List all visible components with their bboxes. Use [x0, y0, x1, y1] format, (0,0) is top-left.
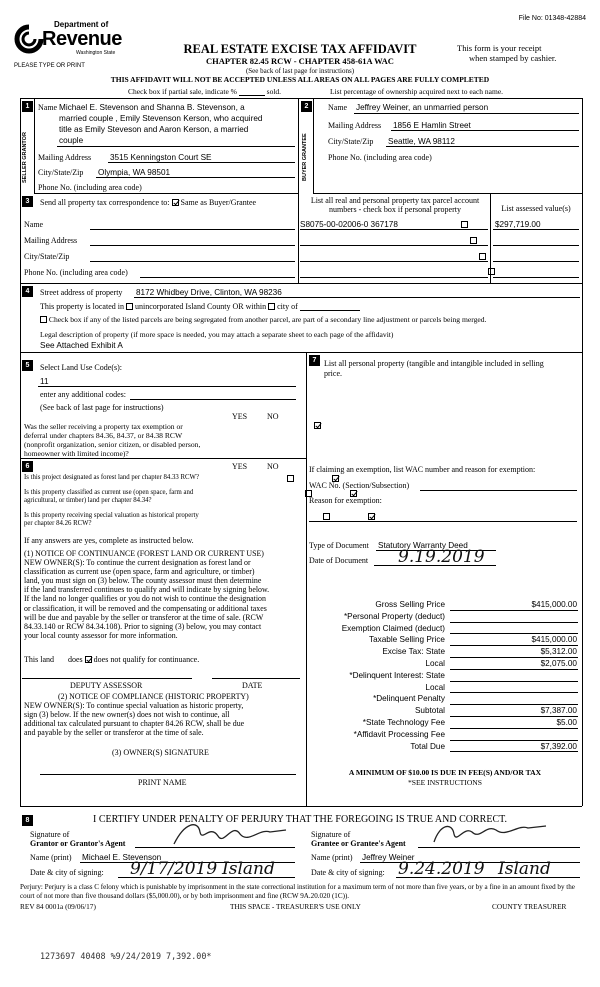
warning-line: THIS AFFIDAVIT WILL NOT BE ACCEPTED UNLESS ALL AREAS ON ALL PAGES ARE FULLY COMPLETED: [110, 75, 490, 84]
seller-name-line-4[interactable]: couple: [59, 136, 84, 145]
fee-underline: [450, 704, 578, 705]
buyer-name-label: Name: [328, 103, 348, 112]
notice-continuance-5: if the land transferred continues to qualify and will indicate by signing below.: [24, 585, 270, 595]
notice-compliance-4: additional tax calculated pursuant to chapter 84.26 RCW, shall be due: [24, 719, 245, 729]
segregation-line: Check box if any of the listed parcels are being segregated from another parcel, are part of a secondary line adjustment or parcels being merged.: [40, 316, 487, 325]
chapter-line: CHAPTER 82.45 RCW - CHAPTER 458-61A WAC: [206, 56, 394, 66]
land-use-see-back: (See back of last page for instructions): [40, 403, 164, 412]
fee-label: Local: [425, 682, 445, 692]
seller-name-line-2[interactable]: married couple , Emily Stevenson Kerson, who acquired: [59, 114, 263, 123]
parcel-header-1: List all real and personal property tax parcel account: [310, 196, 480, 205]
see-instructions-note: *SEE INSTRUCTIONS: [407, 778, 483, 787]
within-city-checkbox[interactable]: [268, 303, 275, 310]
exemption-question-2: deferral under chapters 84.36, 84.37, or 84.38 RCW: [24, 431, 183, 440]
segregation-checkbox[interactable]: [40, 316, 47, 323]
section-8-number: 8: [22, 815, 33, 826]
grantee-date-field[interactable]: 9.24.2019: [398, 859, 485, 879]
deputy-assessor-label: DEPUTY ASSESSOR: [70, 681, 143, 690]
notice-compliance-3: sign (3) below. If the new owner(s) does not wish to continue, all: [24, 710, 230, 720]
buyer-grantee-label: BUYER GRANTEE: [302, 133, 308, 182]
forest-land-question: Is this project designated as forest land per chapter 84.33 RCW?: [24, 474, 199, 481]
fee-value[interactable]: $7,392.00: [540, 741, 577, 751]
fee-value[interactable]: $415,000.00: [531, 600, 577, 609]
grantee-date-label: Date & city of signing:: [311, 868, 385, 877]
fee-value[interactable]: $5.00: [556, 718, 577, 727]
exemption-question-1: Was the seller receiving a property tax exemption or: [24, 422, 183, 431]
agency-line3: Washington State: [76, 50, 116, 56]
s6-yes-header: YES: [232, 462, 248, 471]
notice-compliance-5: and payable by the seller or transferor at the time of sale.: [24, 728, 204, 738]
historic-question-2: per chapter 84.26 RCW?: [24, 520, 92, 527]
cashier-stamp: 1273697 40408 %9/24/2019 7,392.00*: [40, 951, 212, 961]
s5-no-header: NO: [267, 412, 279, 421]
historic-question-1: Is this property receiving special valuation as historical property: [24, 512, 199, 519]
grantor-date-field[interactable]: 9/17/2019: [130, 859, 218, 879]
buyer-city-label: City/State/Zip: [328, 137, 374, 146]
grantor-sig-label: Signature of: [30, 830, 70, 839]
wac-label: WAC No. (Section/Subsection): [309, 481, 410, 490]
exemption-reason-label: Reason for exemption:: [309, 496, 382, 505]
doc-type-label: Type of Document: [309, 541, 369, 550]
seller-mail-label: Mailing Address: [38, 153, 92, 162]
section-6-number: 6: [22, 461, 33, 472]
exemption-claim-label: If claiming an exemption, list WAC number and reason for exemption:: [309, 465, 536, 474]
fee-underline: [450, 716, 578, 717]
same-as-buyer-checkbox[interactable]: [172, 199, 179, 206]
fee-label: Taxable Selling Price: [368, 635, 445, 645]
fee-label: Total Due: [410, 741, 445, 751]
fee-underline: [450, 728, 578, 729]
ownership-note: List percentage of ownership acquired next to each name.: [330, 87, 504, 96]
corr-name-label: Name: [24, 220, 44, 229]
fee-underline: [450, 645, 578, 646]
assessed-header: List assessed value(s): [501, 204, 571, 213]
seller-name-line-3[interactable]: title as Emily Steveson and Aaron Kerson, a married: [59, 125, 249, 134]
fee-value[interactable]: $7,387.00: [540, 706, 577, 716]
print-note: PLEASE TYPE OR PRINT: [14, 63, 85, 69]
grantee-signature[interactable]: [430, 818, 550, 850]
seller-grantor-label: SELLER GRANTOR: [22, 132, 28, 183]
exemption-question-4: homeowner with limited income)?: [24, 449, 129, 458]
property-location-line: This property is located in unincorporated Island County OR within city of: [40, 302, 360, 311]
personal-property-checkbox-1[interactable]: [461, 221, 468, 228]
certification-statement: I CERTIFY UNDER PENALTY OF PERJURY THAT THE FOREGOING IS TRUE AND CORRECT.: [93, 814, 507, 825]
parcel-header-2: numbers - check box if personal property: [329, 205, 461, 215]
grantor-date-label: Date & city of signing:: [30, 868, 104, 877]
owner-signature-label: (3) OWNER(S) SIGNATURE: [112, 748, 209, 757]
fee-underline: [450, 669, 578, 670]
historic-yes-checkbox[interactable]: [323, 513, 330, 520]
exemption-yes-checkbox[interactable]: [272, 422, 279, 429]
notice-continuance-9: 84.33.140 or RCW 84.34.108). Prior to signing (3) below, you may contact: [24, 621, 262, 631]
county-treasurer-label: COUNTY TREASURER: [492, 902, 567, 911]
fee-underline: [450, 657, 578, 658]
print-name-label: PRINT NAME: [138, 778, 187, 787]
grantor-city-field[interactable]: Island: [222, 859, 275, 879]
notice-continuance-6: If the land no longer qualifies or you do not wish to continue the designation: [24, 594, 266, 604]
notice-continuance-3: classification as current use (open space, farm and agriculture, or timber): [24, 567, 255, 577]
continuance-line: This land does does not qualify for continuance.: [24, 655, 200, 664]
grantor-agent-label: Grantor or Grantor's Agent: [30, 839, 126, 848]
grantee-city-field[interactable]: Island: [498, 859, 551, 879]
current-use-question-1: Is this property classified as current use (open space, farm and: [24, 489, 194, 496]
instructions-note: (See back of last page for instructions): [245, 67, 355, 75]
seller-phone-label: Phone No. (including area code): [38, 183, 142, 192]
exemption-question-3: (nonprofit organization, senior citizen, or disabled person,: [24, 440, 201, 449]
receipt-note-2: when stamped by cashier.: [469, 53, 557, 63]
seller-mail-field[interactable]: 3515 Kenningston Court SE: [110, 153, 212, 162]
grantor-name-label: Name (print): [30, 853, 72, 862]
fee-label: *Personal Property (deduct): [343, 611, 445, 621]
personal-property-label-1: List all personal property (tangible and intangible included in selling: [324, 359, 544, 368]
notice-compliance-1: (2) NOTICE OF COMPLIANCE (HISTORIC PROPERTY): [58, 692, 249, 701]
corr-city-label: City/State/Zip: [24, 252, 70, 261]
personal-property-checkbox-2[interactable]: [470, 237, 477, 244]
minimum-due-note: A MINIMUM OF $10.00 IS DUE IN FEE(S) AND/OR TAX: [348, 768, 542, 777]
legal-description-field[interactable]: See Attached Exhibit A: [40, 341, 123, 350]
grantor-name-field[interactable]: Michael E. Stevenson: [82, 853, 162, 862]
s6-no-header: NO: [267, 462, 279, 471]
fee-underline: [450, 751, 578, 752]
section-7-number: 7: [309, 355, 320, 366]
fee-underline: [450, 692, 578, 693]
additional-codes-label: enter any additional codes:: [40, 390, 126, 399]
assessed-value-field[interactable]: $297,719.00: [495, 220, 541, 229]
buyer-mail-label: Mailing Address: [328, 121, 382, 130]
buyer-name-field[interactable]: Jeffrey Weiner, an unmarried person: [356, 103, 489, 112]
historic-no-checkbox[interactable]: [368, 513, 375, 520]
notice-continuance-7: or classification, it will be removed and the compensating or additional taxes: [24, 603, 267, 613]
does-not-qualify-checkbox[interactable]: [85, 656, 92, 663]
buyer-mail-field[interactable]: 1856 E Hamlin Street: [393, 121, 471, 130]
notice-continuance-10: your local county assessor for more information.: [24, 630, 178, 640]
land-use-label: Select Land Use Code(s):: [40, 363, 122, 372]
grantee-sig-label: Signature of: [311, 830, 351, 839]
partial-sale-label: Check box if partial sale, indicate % sold.: [128, 87, 282, 96]
seller-city-field[interactable]: Olympia, WA 98501: [98, 168, 171, 177]
street-address-field[interactable]: 8172 Whidbey Drive, Clinton, WA 98236: [136, 288, 282, 297]
form-revision: REV 84 0001a (09/06/17): [20, 902, 96, 911]
receipt-note-1: This form is your receipt: [457, 43, 542, 53]
fee-underline: [450, 633, 578, 634]
notice-compliance-2: NEW OWNER(S): To continue special valuation as historic property,: [24, 701, 244, 711]
perjury-statement: Perjury: Perjury is a class C felony which is punishable by imprisonment in the state correctional institution for a maximum term of not more than five years, or by a fine in an amount fixed by the court of not more than five thousand dollars ($5,000.00), or by both imprisonment and fine (RCW 9A.20.020 (1C)).: [20, 883, 575, 900]
form-title: REAL ESTATE EXCISE TAX AFFIDAVIT: [183, 42, 417, 56]
fee-value[interactable]: $2,075.00: [540, 659, 577, 668]
fee-label: *State Technology Fee: [362, 718, 445, 727]
section-1-number: 1: [22, 101, 33, 112]
seller-name-line-1[interactable]: Michael E. Stevenson and Shanna B. Stevenson, a: [59, 103, 245, 112]
street-address-label: Street address of property: [40, 288, 123, 297]
notice-continuance-4: land, you must sign on (3) below. The county assessor must then determine: [24, 576, 262, 586]
notice-continuance-2: NEW OWNER(S): To continue the current designation as forest land or: [24, 558, 251, 568]
file-number: File No: 01348-42884: [518, 15, 586, 22]
doc-type-field[interactable]: Statutory Warranty Deed: [378, 541, 468, 550]
fee-underline: [450, 622, 578, 623]
doc-date-field[interactable]: 9.19.2019: [398, 547, 485, 567]
fee-label: Subtotal: [414, 706, 445, 716]
personal-property-checkbox-3[interactable]: [479, 253, 486, 260]
seller-city-label: City/State/Zip: [38, 168, 84, 177]
fee-label: *Delinquent Interest: State: [349, 670, 445, 680]
personal-property-label-2: price.: [324, 369, 342, 378]
fee-label: Gross Selling Price: [375, 600, 445, 609]
section-2-number: 2: [301, 101, 312, 112]
if-yes-note: If any answers are yes, complete as instructed below.: [24, 536, 194, 545]
agency-line1: Department of: [54, 20, 109, 29]
fee-underline: [450, 681, 578, 682]
fee-underline: [450, 610, 578, 611]
grantee-name-label: Name (print): [311, 853, 353, 862]
assessor-date-label: DATE: [242, 681, 263, 690]
corr-mail-label: Mailing Address: [24, 236, 78, 245]
buyer-phone-label: Phone No. (including area code): [328, 153, 432, 162]
legal-description-label: Legal description of property (if more space is needed, you may attach a separate sheet to each page of the affidavit): [40, 330, 394, 339]
section-5-number: 5: [22, 360, 33, 371]
treasurer-space-label: THIS SPACE - TREASURER'S USE ONLY: [230, 902, 361, 911]
grantor-signature[interactable]: [170, 818, 290, 850]
fee-label: *Affidavit Processing Fee: [353, 729, 445, 739]
buyer-city-field[interactable]: Seattle, WA 98112: [388, 137, 455, 146]
fee-label: Excise Tax: State: [382, 647, 445, 657]
seller-name-label: Name: [38, 103, 58, 112]
fee-underline: [450, 740, 578, 741]
grantee-agent-label: Grantee or Grantee's Agent: [311, 839, 406, 848]
s5-yes-header: YES: [232, 412, 248, 421]
current-use-question-2: agricultural, or timber) land per chapter 84.34?: [24, 497, 152, 504]
corr-phone-label: Phone No. (including area code): [24, 268, 128, 277]
exemption-no-checkbox[interactable]: [314, 422, 321, 429]
personal-property-checkbox-4[interactable]: [488, 268, 495, 275]
fee-value[interactable]: $5,312.00: [540, 647, 577, 657]
agency-line2: Revenue: [42, 28, 122, 50]
send-correspondence-label: Send all property tax correspondence to: Same as Buyer/Grantee: [40, 198, 257, 207]
fee-label: Exemption Claimed (deduct): [341, 623, 445, 633]
section-3-number: 3: [22, 196, 33, 207]
notice-continuance-8: will be due and payable by the seller or transferor at the time of sale. (RCW: [24, 612, 264, 622]
fee-label: *Delinquent Penalty: [373, 694, 445, 704]
fee-value[interactable]: $415,000.00: [531, 635, 577, 645]
parcel-number-field[interactable]: S8075-00-02006-0 367178: [300, 220, 398, 229]
forest-yes-checkbox[interactable]: [287, 475, 294, 482]
land-use-code-field[interactable]: 11: [40, 377, 49, 386]
notice-continuance-1: (1) NOTICE OF CONTINUANCE (FOREST LAND OR CURRENT USE): [24, 549, 264, 558]
fee-label: Local: [425, 659, 445, 668]
section-4-number: 4: [22, 286, 33, 297]
unincorporated-checkbox[interactable]: [126, 303, 133, 310]
grantee-name-field[interactable]: Jeffrey Weiner: [362, 853, 415, 862]
doc-date-label: Date of Document: [309, 556, 369, 565]
